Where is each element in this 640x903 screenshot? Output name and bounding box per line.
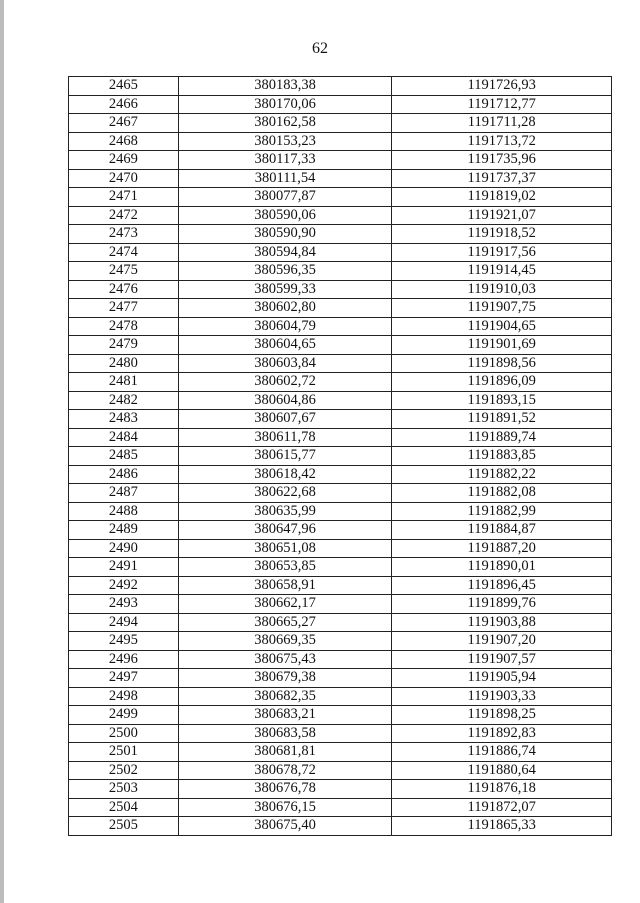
x-coordinate-cell: 380611,78 <box>178 428 392 447</box>
point-number-cell: 2496 <box>69 650 179 669</box>
y-coordinate-cell: 1191713,72 <box>392 132 612 151</box>
table-row <box>69 354 612 373</box>
table-row <box>69 465 612 484</box>
x-coordinate-cell: 380602,72 <box>178 373 392 392</box>
point-number-cell: 2483 <box>69 410 179 429</box>
x-coordinate-cell: 380622,68 <box>178 484 392 503</box>
table-row <box>69 687 612 706</box>
coordinates-table <box>68 76 612 836</box>
y-coordinate-cell: 1191907,75 <box>392 299 612 318</box>
table-row <box>69 206 612 225</box>
point-number-cell: 2478 <box>69 317 179 336</box>
point-number-cell: 2485 <box>69 447 179 466</box>
y-coordinate-cell: 1191898,56 <box>392 354 612 373</box>
y-coordinate-cell: 1191883,85 <box>392 447 612 466</box>
y-coordinate-cell: 1191891,52 <box>392 410 612 429</box>
table-row <box>69 761 612 780</box>
y-coordinate-cell: 1191886,74 <box>392 743 612 762</box>
point-number-cell: 2468 <box>69 132 179 151</box>
x-coordinate-cell: 380602,80 <box>178 299 392 318</box>
point-number-cell: 2467 <box>69 114 179 133</box>
y-coordinate-cell: 1191921,07 <box>392 206 612 225</box>
y-coordinate-cell: 1191917,56 <box>392 243 612 262</box>
table-row <box>69 521 612 540</box>
x-coordinate-cell: 380077,87 <box>178 188 392 207</box>
y-coordinate-cell: 1191903,33 <box>392 687 612 706</box>
y-coordinate-cell: 1191905,94 <box>392 669 612 688</box>
x-coordinate-cell: 380635,99 <box>178 502 392 521</box>
table-row <box>69 132 612 151</box>
point-number-cell: 2504 <box>69 798 179 817</box>
table-row <box>69 576 612 595</box>
x-coordinate-cell: 380618,42 <box>178 465 392 484</box>
x-coordinate-cell: 380683,21 <box>178 706 392 725</box>
y-coordinate-cell: 1191904,65 <box>392 317 612 336</box>
x-coordinate-cell: 380594,84 <box>178 243 392 262</box>
point-number-cell: 2466 <box>69 95 179 114</box>
table-row <box>69 669 612 688</box>
point-number-cell: 2497 <box>69 669 179 688</box>
table-row <box>69 317 612 336</box>
table-row <box>69 817 612 836</box>
y-coordinate-cell: 1191865,33 <box>392 817 612 836</box>
x-coordinate-cell: 380682,35 <box>178 687 392 706</box>
y-coordinate-cell: 1191903,88 <box>392 613 612 632</box>
table-row <box>69 77 612 96</box>
point-number-cell: 2487 <box>69 484 179 503</box>
y-coordinate-cell: 1191896,09 <box>392 373 612 392</box>
y-coordinate-cell: 1191890,01 <box>392 558 612 577</box>
x-coordinate-cell: 380679,38 <box>178 669 392 688</box>
x-coordinate-cell: 380590,90 <box>178 225 392 244</box>
point-number-cell: 2493 <box>69 595 179 614</box>
x-coordinate-cell: 380681,81 <box>178 743 392 762</box>
table-row <box>69 595 612 614</box>
y-coordinate-cell: 1191914,45 <box>392 262 612 281</box>
table-row <box>69 188 612 207</box>
point-number-cell: 2465 <box>69 77 179 96</box>
table-row <box>69 280 612 299</box>
x-coordinate-cell: 380162,58 <box>178 114 392 133</box>
table-row <box>69 114 612 133</box>
x-coordinate-cell: 380683,58 <box>178 724 392 743</box>
x-coordinate-cell: 380117,33 <box>178 151 392 170</box>
table-row <box>69 650 612 669</box>
y-coordinate-cell: 1191882,22 <box>392 465 612 484</box>
x-coordinate-cell: 380183,38 <box>178 77 392 96</box>
x-coordinate-cell: 380676,15 <box>178 798 392 817</box>
point-number-cell: 2489 <box>69 521 179 540</box>
y-coordinate-cell: 1191882,08 <box>392 484 612 503</box>
y-coordinate-cell: 1191712,77 <box>392 95 612 114</box>
x-coordinate-cell: 380675,43 <box>178 650 392 669</box>
y-coordinate-cell: 1191876,18 <box>392 780 612 799</box>
y-coordinate-cell: 1191918,52 <box>392 225 612 244</box>
x-coordinate-cell: 380615,77 <box>178 447 392 466</box>
point-number-cell: 2479 <box>69 336 179 355</box>
point-number-cell: 2469 <box>69 151 179 170</box>
point-number-cell: 2491 <box>69 558 179 577</box>
x-coordinate-cell: 380675,40 <box>178 817 392 836</box>
point-number-cell: 2484 <box>69 428 179 447</box>
x-coordinate-cell: 380590,06 <box>178 206 392 225</box>
point-number-cell: 2480 <box>69 354 179 373</box>
table-row <box>69 798 612 817</box>
coordinates-table-body <box>69 77 612 836</box>
point-number-cell: 2494 <box>69 613 179 632</box>
point-number-cell: 2477 <box>69 299 179 318</box>
y-coordinate-cell: 1191893,15 <box>392 391 612 410</box>
point-number-cell: 2502 <box>69 761 179 780</box>
point-number-cell: 2490 <box>69 539 179 558</box>
table-row <box>69 336 612 355</box>
point-number-cell: 2481 <box>69 373 179 392</box>
point-number-cell: 2482 <box>69 391 179 410</box>
x-coordinate-cell: 380604,65 <box>178 336 392 355</box>
y-coordinate-cell: 1191880,64 <box>392 761 612 780</box>
x-coordinate-cell: 380651,08 <box>178 539 392 558</box>
y-coordinate-cell: 1191910,03 <box>392 280 612 299</box>
table-row <box>69 743 612 762</box>
table-row <box>69 299 612 318</box>
table-row <box>69 484 612 503</box>
y-coordinate-cell: 1191726,93 <box>392 77 612 96</box>
point-number-cell: 2503 <box>69 780 179 799</box>
y-coordinate-cell: 1191898,25 <box>392 706 612 725</box>
table-row <box>69 243 612 262</box>
table-row <box>69 151 612 170</box>
y-coordinate-cell: 1191884,87 <box>392 521 612 540</box>
x-coordinate-cell: 380603,84 <box>178 354 392 373</box>
x-coordinate-cell: 380170,06 <box>178 95 392 114</box>
table-row <box>69 410 612 429</box>
point-number-cell: 2470 <box>69 169 179 188</box>
y-coordinate-cell: 1191901,69 <box>392 336 612 355</box>
y-coordinate-cell: 1191887,20 <box>392 539 612 558</box>
table-row <box>69 706 612 725</box>
x-coordinate-cell: 380676,78 <box>178 780 392 799</box>
y-coordinate-cell: 1191907,57 <box>392 650 612 669</box>
y-coordinate-cell: 1191896,45 <box>392 576 612 595</box>
table-row <box>69 447 612 466</box>
scan-edge <box>0 0 4 903</box>
point-number-cell: 2472 <box>69 206 179 225</box>
table-row <box>69 428 612 447</box>
x-coordinate-cell: 380662,17 <box>178 595 392 614</box>
point-number-cell: 2473 <box>69 225 179 244</box>
table-row <box>69 262 612 281</box>
y-coordinate-cell: 1191889,74 <box>392 428 612 447</box>
y-coordinate-cell: 1191892,83 <box>392 724 612 743</box>
x-coordinate-cell: 380111,54 <box>178 169 392 188</box>
x-coordinate-cell: 380678,72 <box>178 761 392 780</box>
table-row <box>69 225 612 244</box>
x-coordinate-cell: 380658,91 <box>178 576 392 595</box>
x-coordinate-cell: 380604,79 <box>178 317 392 336</box>
table-row <box>69 558 612 577</box>
x-coordinate-cell: 380604,86 <box>178 391 392 410</box>
point-number-cell: 2495 <box>69 632 179 651</box>
point-number-cell: 2505 <box>69 817 179 836</box>
table-row <box>69 632 612 651</box>
y-coordinate-cell: 1191737,37 <box>392 169 612 188</box>
point-number-cell: 2476 <box>69 280 179 299</box>
point-number-cell: 2471 <box>69 188 179 207</box>
y-coordinate-cell: 1191899,76 <box>392 595 612 614</box>
point-number-cell: 2475 <box>69 262 179 281</box>
point-number-cell: 2492 <box>69 576 179 595</box>
x-coordinate-cell: 380607,67 <box>178 410 392 429</box>
x-coordinate-cell: 380665,27 <box>178 613 392 632</box>
table-row <box>69 95 612 114</box>
table-row <box>69 780 612 799</box>
y-coordinate-cell: 1191907,20 <box>392 632 612 651</box>
x-coordinate-cell: 380153,23 <box>178 132 392 151</box>
table-row <box>69 502 612 521</box>
y-coordinate-cell: 1191872,07 <box>392 798 612 817</box>
x-coordinate-cell: 380647,96 <box>178 521 392 540</box>
table-row <box>69 539 612 558</box>
table-row <box>69 373 612 392</box>
table-row <box>69 169 612 188</box>
point-number-cell: 2486 <box>69 465 179 484</box>
point-number-cell: 2488 <box>69 502 179 521</box>
y-coordinate-cell: 1191711,28 <box>392 114 612 133</box>
y-coordinate-cell: 1191819,02 <box>392 188 612 207</box>
y-coordinate-cell: 1191882,99 <box>392 502 612 521</box>
x-coordinate-cell: 380653,85 <box>178 558 392 577</box>
point-number-cell: 2501 <box>69 743 179 762</box>
point-number-cell: 2499 <box>69 706 179 725</box>
point-number-cell: 2474 <box>69 243 179 262</box>
table-row <box>69 391 612 410</box>
page-number: 62 <box>312 40 328 57</box>
point-number-cell: 2500 <box>69 724 179 743</box>
point-number-cell: 2498 <box>69 687 179 706</box>
table-row <box>69 613 612 632</box>
x-coordinate-cell: 380669,35 <box>178 632 392 651</box>
x-coordinate-cell: 380599,33 <box>178 280 392 299</box>
x-coordinate-cell: 380596,35 <box>178 262 392 281</box>
table-row <box>69 724 612 743</box>
y-coordinate-cell: 1191735,96 <box>392 151 612 170</box>
